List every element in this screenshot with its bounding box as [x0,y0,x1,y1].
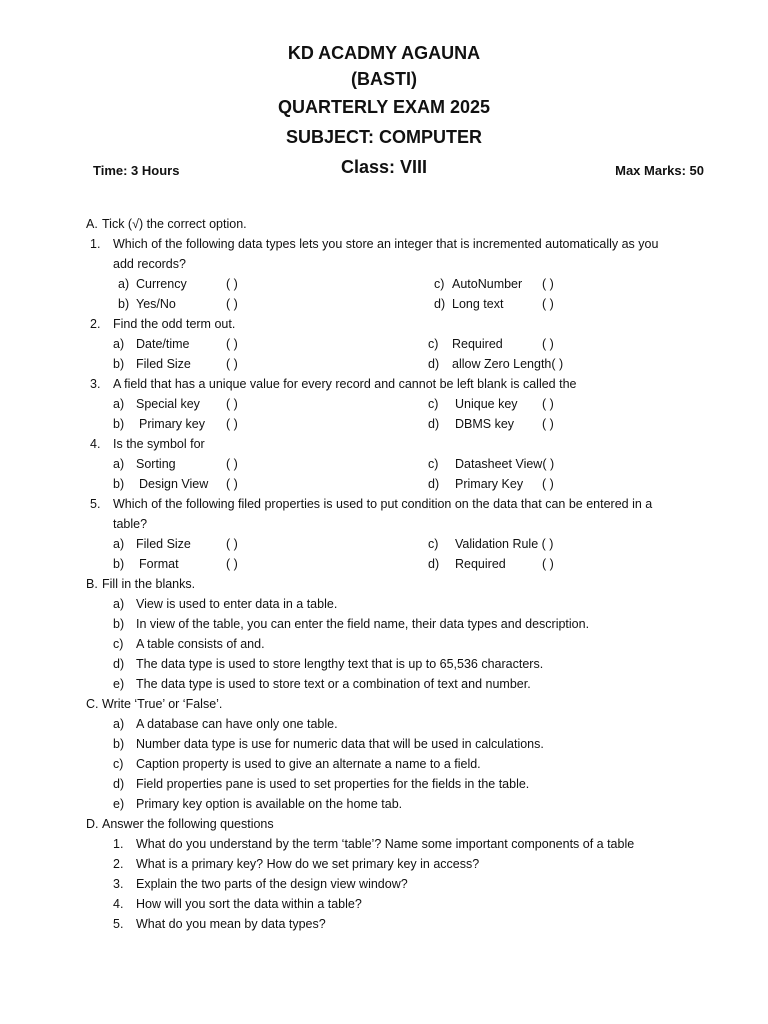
item-letter: d) [113,777,125,791]
item-text: In view of the table, you can enter the field name, their data types and description. [136,617,590,631]
item-letter: d) [113,657,125,671]
item-text: The data type is used to store lengthy text that is up to 65,536 characters. [136,657,544,671]
options-row [0,394,768,414]
option-text: Format [139,557,179,571]
tick-box[interactable]: ( ) [226,477,238,491]
list-item [0,714,768,734]
item-number: 3. [113,877,124,891]
question-text: A field that has a unique value for every record and cannot be left blank is called the [113,377,577,391]
exam-body [0,214,768,934]
item-letter: a) [113,717,125,731]
option-text: Unique key [455,397,518,411]
option-letter: c) [428,537,439,551]
tick-box[interactable]: ( ) [226,277,238,291]
option-letter: d) [434,297,446,311]
question-5 [0,494,768,514]
list-item [0,614,768,634]
max-marks: Max Marks: 50 [615,163,704,178]
section-letter: B. [86,577,98,591]
question-number: 1. [90,237,101,251]
list-item [0,734,768,754]
tick-box[interactable]: ( ) [542,397,554,411]
option-text: AutoNumber [452,277,523,291]
option-text: Long text [452,297,504,311]
question-number: 3. [90,377,101,391]
option-letter: d) [428,557,440,571]
option-text-with-tick-box[interactable]: Datasheet View( ) [455,457,555,471]
list-item [0,594,768,614]
school-name: KD ACADMY AGAUNA [287,43,481,63]
option-letter: a) [113,457,125,471]
section-title: Write ‘True’ or ‘False’. [102,697,223,711]
list-item [0,854,768,874]
options-row [0,414,768,434]
list-item [0,674,768,694]
question-5-continued [0,514,768,534]
item-text: How will you sort the data within a table? [136,897,362,911]
option-text: Design View [139,477,209,491]
option-letter: a) [118,277,130,291]
section-b-heading [0,574,768,594]
item-letter: b) [113,617,125,631]
question-text: Is the symbol for [113,437,205,451]
tick-box[interactable]: ( ) [542,297,554,311]
question-4 [0,434,768,454]
option-text-with-tick-box[interactable]: allow Zero Length( ) [452,357,564,371]
option-text: Currency [136,277,187,291]
question-1 [0,234,768,254]
section-letter: D. [86,817,99,831]
option-letter: b) [113,557,125,571]
item-number: 5. [113,917,124,931]
options-row [0,274,768,294]
list-item [0,914,768,934]
option-text: Primary key [139,417,205,431]
item-text: View is used to enter data in a table. [136,597,338,611]
school-location: (BASTI) [351,69,417,89]
tick-box[interactable]: ( ) [226,397,238,411]
option-text-with-tick-box[interactable]: Validation Rule ( ) [455,537,554,551]
tick-box[interactable]: ( ) [226,337,238,351]
question-text-continued: table? [113,517,148,531]
question-text-continued: add records? [113,257,186,271]
options-row [0,474,768,494]
option-text: Primary Key [455,477,524,491]
list-item [0,874,768,894]
option-letter: b) [113,417,125,431]
item-text: What do you mean by data types? [136,917,326,931]
tick-box[interactable]: ( ) [542,277,554,291]
question-number: 2. [90,317,101,331]
option-letter: a) [113,337,125,351]
item-letter: e) [113,797,125,811]
question-text: Find the odd term out. [113,317,236,331]
item-letter: c) [113,637,124,651]
list-item [0,754,768,774]
question-text: Which of the following data types lets you store an integer that is incremented automatically as you [113,237,659,251]
option-text: Yes/No [136,297,176,311]
option-letter: a) [113,397,125,411]
item-text: Number data type is use for numeric data that will be used in calculations. [136,737,544,751]
subject-title: SUBJECT: COMPUTER [285,127,482,147]
item-text: What do you understand by the term ‘table’? Name some important components of a table [136,837,635,851]
tick-box[interactable]: ( ) [542,337,554,351]
options-row [0,334,768,354]
option-letter: b) [113,477,125,491]
tick-box[interactable]: ( ) [542,477,554,491]
item-text: Explain the two parts of the design view window? [136,877,408,891]
option-text: DBMS key [455,417,515,431]
option-text: Date/time [136,337,190,351]
option-letter: b) [118,297,130,311]
question-text: Which of the following filed properties is used to put condition on the data that can be entered in a [113,497,653,511]
options-row [0,554,768,574]
option-letter: c) [428,457,439,471]
item-text: Caption property is used to give an alternate a name to a field. [136,757,481,771]
options-row [0,454,768,474]
question-number: 4. [90,437,101,451]
option-letter: a) [113,537,125,551]
item-letter: b) [113,737,125,751]
tick-box[interactable]: ( ) [542,417,554,431]
option-text: Sorting [136,457,176,471]
section-title: Fill in the blanks. [102,577,196,591]
tick-box[interactable]: ( ) [542,557,554,571]
list-item [0,794,768,814]
tick-box[interactable]: ( ) [226,297,238,311]
item-text: A table consists of and. [136,637,265,651]
item-text: A database can have only one table. [136,717,338,731]
item-number: 2. [113,857,124,871]
tick-box[interactable]: ( ) [226,537,238,551]
item-letter: a) [113,597,125,611]
list-item [0,894,768,914]
item-letter: e) [113,677,125,691]
question-2 [0,314,768,334]
section-title: Tick (√) the correct option. [102,217,247,231]
item-text: Primary key option is available on the home tab. [136,797,403,811]
tick-box[interactable]: ( ) [226,557,238,571]
option-letter: c) [434,277,445,291]
option-letter: d) [428,357,440,371]
options-row [0,294,768,314]
question-number: 5. [90,497,101,511]
section-letter: A. [86,217,98,231]
list-item [0,634,768,654]
options-row [0,534,768,554]
tick-box[interactable]: ( ) [226,417,238,431]
item-text: Field properties pane is used to set properties for the fields in the table. [136,777,530,791]
list-item [0,834,768,854]
question-1-continued [0,254,768,274]
section-title: Answer the following questions [102,817,274,831]
list-item [0,774,768,794]
exam-title: QUARTERLY EXAM 2025 [277,97,491,117]
option-text: Special key [136,397,200,411]
tick-box[interactable]: ( ) [226,357,238,371]
option-letter: c) [428,397,439,411]
item-number: 1. [113,837,124,851]
option-text: Filed Size [136,537,191,551]
options-row [0,354,768,374]
option-letter: d) [428,417,440,431]
item-number: 4. [113,897,124,911]
item-text: The data type is used to store text or a combination of text and number. [136,677,531,691]
exam-time: Time: 3 Hours [93,163,180,178]
section-d-heading [0,814,768,834]
option-text: Required [452,337,503,351]
list-item [0,654,768,674]
class-title: Class: VIII [340,157,428,177]
section-letter: C. [86,697,99,711]
option-text: Filed Size [136,357,191,371]
item-text: What is a primary key? How do we set primary key in access? [136,857,480,871]
option-text: Required [455,557,506,571]
question-3 [0,374,768,394]
option-letter: c) [428,337,439,351]
section-c-heading [0,694,768,714]
section-a-heading [0,214,768,234]
item-letter: c) [113,757,124,771]
option-letter: d) [428,477,440,491]
tick-box[interactable]: ( ) [226,457,238,471]
option-letter: b) [113,357,125,371]
